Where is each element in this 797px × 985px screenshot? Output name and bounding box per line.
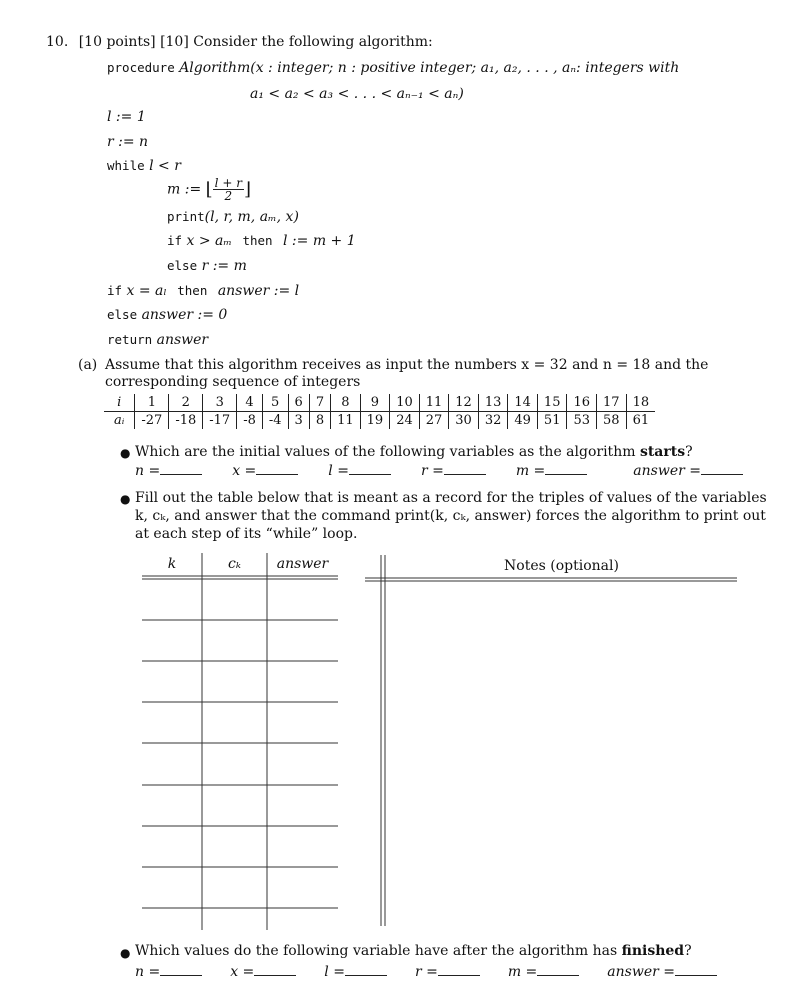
m-fraction-den: 2	[224, 189, 233, 203]
sequence-cell-a: 8	[309, 412, 330, 430]
line-l-init: l := 1	[107, 109, 146, 125]
fill-in-variable	[508, 963, 579, 980]
sequence-cell-i: 3	[203, 394, 237, 412]
sequence-cell-a: -18	[169, 412, 203, 430]
fill-in-variable	[135, 963, 202, 980]
while-condition: l < r	[149, 158, 181, 174]
floor-right: ⌋	[243, 179, 251, 200]
sequence-cell-i: 8	[331, 394, 361, 412]
fill-in-variable	[415, 963, 480, 980]
sequence-cell-i: 17	[597, 394, 627, 412]
while-keyword: while	[107, 158, 145, 173]
row-i-label: i	[104, 394, 135, 412]
else2-body: answer := 0	[141, 307, 228, 323]
bullet1-text-pre: Which are the initial values of the following variables as the algorithm	[135, 444, 640, 460]
fill-in-blank[interactable]	[345, 963, 387, 976]
bullet2-line2: k, cₖ, and answer that the command print(k, cₖ, answer) forces the algorithm to print out	[135, 508, 766, 524]
sequence-cell-a: 24	[390, 412, 420, 430]
record-header-ck: cₖ	[228, 556, 241, 572]
sequence-cell-a: 19	[360, 412, 390, 430]
sequence-cell-i: 7	[309, 394, 330, 412]
fill-in-label: answer =	[633, 463, 701, 479]
procedure-signature: Algorithm(x : integer; n : positive integer; a₁, a₂, . . . , aₙ: integers with	[179, 60, 680, 76]
print-keyword: print	[167, 209, 205, 224]
else2-keyword: else	[107, 307, 138, 322]
print-args: (l, r, m, aₘ, x)	[204, 209, 299, 225]
sequence-cell-a: 11	[331, 412, 361, 430]
fill-in-variable	[607, 963, 717, 980]
sequence-cell-a: 3	[288, 412, 309, 430]
record-header-answer: answer	[276, 556, 329, 572]
fill-in-blank[interactable]	[438, 963, 480, 976]
sequence-cell-i: 6	[288, 394, 309, 412]
sequence-cell-i: 1	[135, 394, 169, 412]
problem-intro: Consider the following algorithm:	[193, 34, 433, 50]
return-keyword: return	[107, 332, 153, 347]
fill-in-blank[interactable]	[160, 963, 202, 976]
sequence-cell-i: 16	[567, 394, 597, 412]
if2-condition: x = aₗ	[126, 283, 167, 299]
bullet-icon: ●	[120, 946, 131, 960]
sequence-cell-i: 13	[478, 394, 508, 412]
line-r-init: r := n	[107, 134, 149, 150]
sequence-cell-a: 51	[537, 412, 567, 430]
sequence-cell-i: 9	[360, 394, 390, 412]
bullet3-text-post: ?	[684, 943, 692, 959]
fill-in-label: m =	[507, 964, 538, 980]
fill-in-label: n =	[135, 463, 161, 479]
fill-in-blank[interactable]	[537, 963, 579, 976]
else-keyword: else	[167, 258, 198, 273]
sequence-cell-a: 49	[508, 412, 538, 430]
m-assign: m :=	[167, 181, 202, 198]
problem-number: 10.	[46, 34, 69, 50]
sequence-cell-a: -27	[135, 412, 169, 430]
if-then-body: l := m + 1	[283, 233, 356, 249]
sequence-cell-i: 10	[390, 394, 420, 412]
if-keyword: if	[167, 233, 183, 248]
part-a-line2: corresponding sequence of integers	[105, 374, 361, 390]
fill-in-label: l =	[324, 964, 345, 980]
procedure-keyword: procedure	[107, 60, 175, 75]
m-fraction-num: l + r	[214, 176, 242, 190]
sequence-cell-i: 2	[169, 394, 203, 412]
sequence-cell-i: 18	[626, 394, 655, 412]
record-header-k: k	[167, 556, 177, 572]
if2-keyword: if	[107, 283, 123, 298]
sequence-cell-i: 15	[537, 394, 567, 412]
fill-in-label: r =	[420, 463, 444, 479]
if2-then-body: answer := l	[217, 283, 300, 299]
else-body: r := m	[201, 258, 247, 274]
sequence-cell-a: -4	[262, 412, 288, 430]
bullet-icon: ●	[120, 492, 131, 506]
fill-in-label: n =	[135, 964, 161, 980]
sequence-cell-a: -8	[237, 412, 263, 430]
return-value: answer	[156, 332, 209, 348]
sequence-cell-a: -17	[203, 412, 237, 430]
floor-left: ⌊	[205, 179, 213, 200]
if-condition: x > aₘ	[186, 233, 232, 249]
sequence-cell-a: 53	[567, 412, 597, 430]
fill-in-variable	[324, 963, 387, 980]
sequence-cell-a: 61	[626, 412, 655, 430]
part-a-label: (a)	[78, 357, 98, 373]
fill-in-blank[interactable]	[675, 963, 717, 976]
part-a-line1: Assume that this algorithm receives as input the numbers x = 32 and n = 18 and the	[105, 357, 709, 373]
problem-tag: [10]	[160, 34, 189, 50]
fill-in-label: m =	[515, 463, 546, 479]
then-keyword: then	[242, 233, 273, 248]
row-a-label: aᵢ	[114, 413, 125, 428]
fill-in-label: x =	[230, 964, 255, 980]
bullet3-text-bold: finished	[621, 943, 685, 959]
sequence-cell-a: 27	[419, 412, 449, 430]
fill-in-label: answer =	[607, 964, 675, 980]
notes-header: Notes (optional)	[504, 558, 619, 574]
algorithm-condition: a₁ < a₂ < a₃ < . . . < aₙ₋₁ < aₙ)	[250, 86, 464, 102]
fill-in-blank[interactable]	[254, 963, 296, 976]
problem-points: [10 points]	[78, 34, 156, 50]
bullet2-line3: at each step of its “while” loop.	[135, 526, 358, 542]
sequence-cell-i: 14	[508, 394, 538, 412]
then2-keyword: then	[177, 283, 208, 298]
fill-in-label: x =	[232, 463, 257, 479]
sequence-cell-i: 11	[419, 394, 449, 412]
sequence-cell-i: 5	[262, 394, 288, 412]
bullet1-text-bold: starts	[639, 444, 686, 460]
fill-in-label: r =	[414, 964, 438, 980]
bullet3-vars	[135, 963, 755, 980]
sequence-cell-i: 12	[449, 394, 479, 412]
bullet3-text	[135, 943, 692, 959]
sequence-cell-a: 30	[449, 412, 479, 430]
bullet-icon: ●	[120, 446, 131, 460]
sequence-cell-a: 58	[597, 412, 627, 430]
fill-in-label: l =	[328, 463, 349, 479]
bullet3-text-pre: Which values do the following variable have after the algorithm has	[135, 943, 622, 959]
bullet2-line1: Fill out the table below that is meant as a record for the triples of values of the variables	[135, 490, 767, 506]
sequence-cell-i: 4	[237, 394, 263, 412]
bullet1-text-post: ?	[685, 444, 693, 460]
sequence-cell-a: 32	[478, 412, 508, 430]
fill-in-variable	[230, 963, 296, 980]
